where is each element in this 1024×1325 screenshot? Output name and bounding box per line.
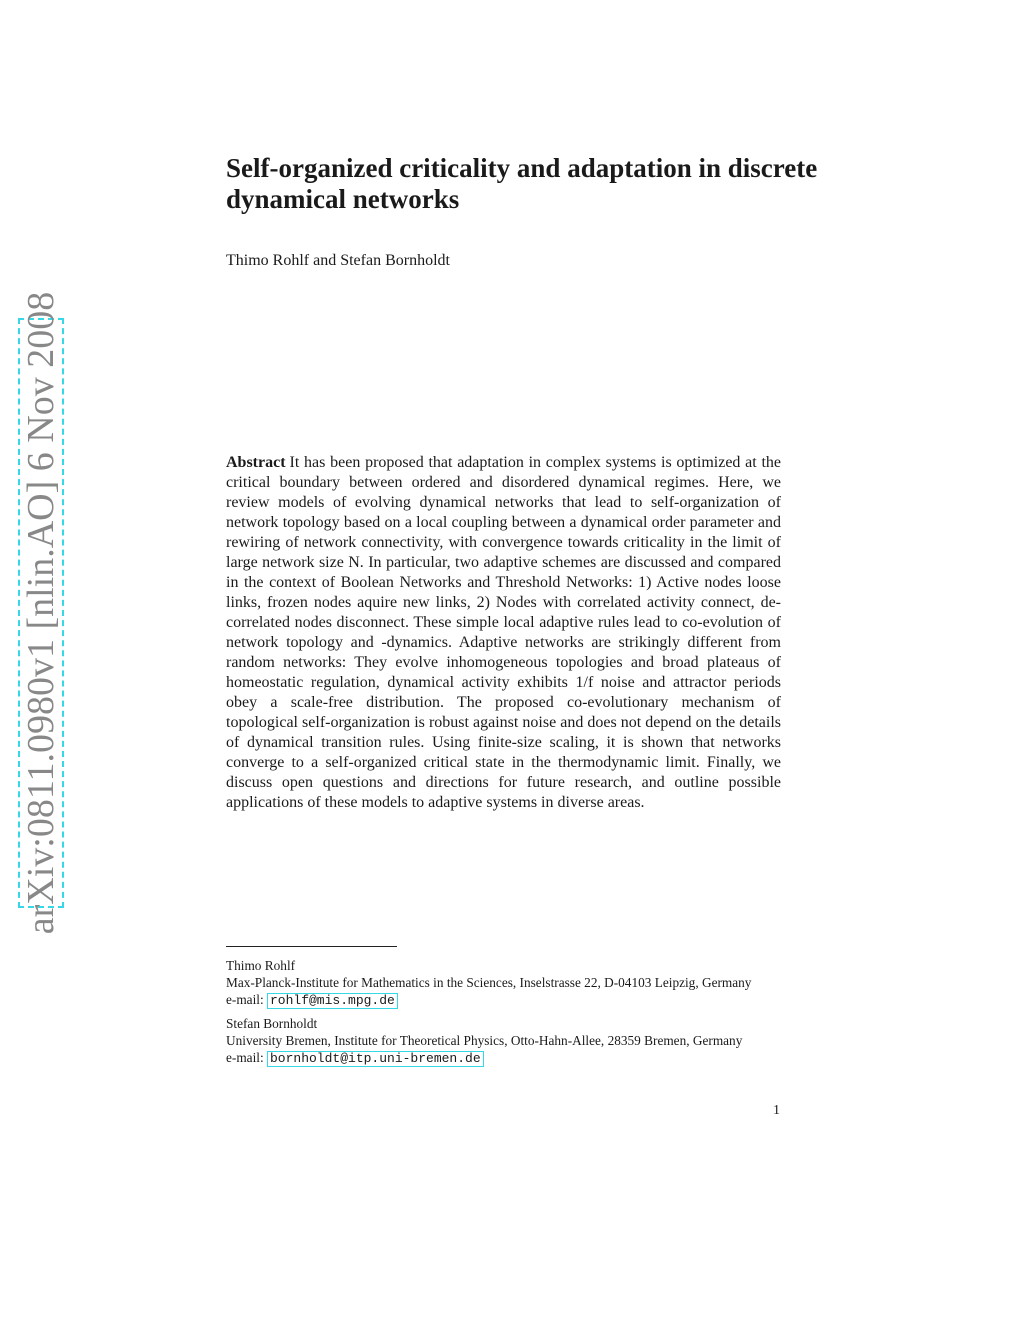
affiliation-address: University Bremen, Institute for Theoretical Physics, Otto-Hahn-Allee, 28359 Bremen, Germany — [226, 1033, 743, 1048]
affiliation-rohlf — [226, 957, 786, 1009]
abstract — [226, 453, 781, 813]
abstract-text: It has been proposed that adaptation in complex systems is optimized at the critical boundary between ordered and disordered dynamical regimes. Here, we review models of evolving dynamical networks that lead to self-organization of network topology based on a local coupling between a dynamical order parameter and rewiring of network connectivity, with convergence towards criticality in the limit of large network size N. In particular, two adaptive schemes are discussed and compared in the context of Boolean Networks and Threshold Networks: 1) Active nodes loose links, frozen nodes aquire new links, 2) Nodes with correlated activity connect, de-correlated nodes disconnect. These simple local adaptive rules lead to co-evolution of network topology and -dynamics. Adaptive networks are strikingly different from random networks: They evolve inhomogeneous topologies and broad plateaus of homeostatic regulation, dynamical activity exhibits 1/f noise and attractor periods obey a scale-free distribution. The proposed co-evolutionary mechanism of topological self-organization is robust against noise and does not depend on the details of dynamical transition rules. Using finite-size scaling, it is shown that networks converge to a self-organized critical state in the thermodynamic limit. Finally, we discuss open questions and directions for future research, and outline possible applications of these models to adaptive systems in diverse areas. — [226, 454, 781, 811]
affiliation-name: Stefan Bornholdt — [226, 1016, 318, 1031]
email-link-rohlf[interactable]: rohlf@mis.mpg.de — [267, 993, 398, 1009]
affiliation-address: Max-Planck-Institute for Mathematics in the Sciences, Inselstrasse 22, D-04103 Leipzig, Germany — [226, 975, 752, 990]
email-label: e-mail: — [226, 1050, 264, 1065]
arxiv-identifier: arXiv:0811.0980v1 [nlin.AO] 6 Nov 2008 — [20, 291, 62, 935]
abstract-label: Abstract — [226, 454, 286, 471]
page-number: 1 — [773, 1103, 780, 1118]
email-label: e-mail: — [226, 992, 264, 1007]
affiliation-name: Thimo Rohlf — [226, 958, 296, 973]
author-line: Thimo Rohlf and Stefan Bornholdt — [226, 252, 450, 269]
email-link-bornholdt[interactable]: bornholdt@itp.uni-bremen.de — [267, 1051, 484, 1067]
paper-title: Self-organized criticality and adaptation in discrete dynamical networks — [226, 153, 818, 214]
footnote-rule — [226, 946, 397, 947]
affiliation-bornholdt — [226, 1015, 786, 1067]
